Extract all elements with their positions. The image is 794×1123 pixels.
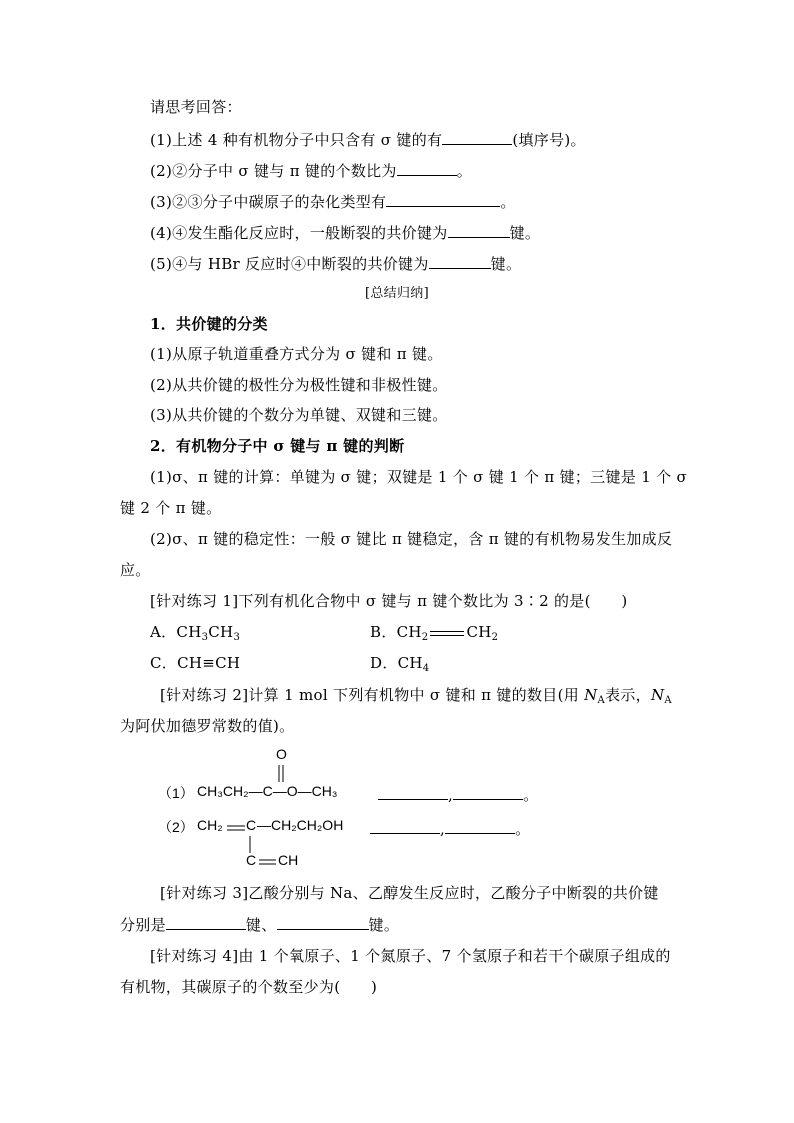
question-text: (填序号)。 [512, 131, 586, 149]
section-2-paragraph: 键 2 个 π 键。 [120, 499, 222, 517]
answer-blank[interactable] [370, 818, 440, 834]
section-2-paragraph: (2)σ、π 键的稳定性：一般 σ 键比 π 键稳定，含 π 键的有机物易发生加成反 [150, 530, 673, 548]
answer-blank[interactable] [378, 784, 448, 800]
option-a[interactable]: A．$CH_3CH_3$ [150, 623, 241, 643]
option-c[interactable]: C．CH≡CH [150, 654, 241, 672]
summary-title: [总结归纳] [365, 286, 429, 301]
molecule-2-ch2: CH₂ [197, 817, 223, 833]
answer-blank[interactable] [166, 914, 246, 930]
exercise-1-stem: [针对练习 1]下列有机化合物中 σ 键与 π 键个数比为 3∶2 的是( ) [150, 592, 628, 610]
question-text: (5)④与 HBr 反应时④中断裂的共价键为 [150, 255, 429, 273]
question-text: 键。 [509, 224, 541, 242]
exercise-2-stem: [针对练习 2]计算 1 mol 下列有机物中 σ 键和 π 键的数目(用 $N_A$表示，$N_A$ [160, 686, 672, 706]
question-text: (2)②分子中 σ 键与 π 键的个数比为 [150, 162, 397, 180]
molecule-1-number: （1） [158, 785, 194, 801]
molecule-2-number: （2） [158, 819, 194, 835]
exercise-4-line2: 有机物，其碳原子的个数至少为( ) [120, 978, 378, 996]
section-1-heading: 1．共价键的分类 [150, 315, 268, 333]
section-2-heading: 2．有机物分子中 σ 键与 π 键的判断 [150, 437, 405, 455]
question-text: (4)④发生酯化反应时，一般断裂的共价键为 [150, 224, 448, 242]
intro: 请思考回答： [150, 98, 242, 116]
section-2-paragraph: 应。 [120, 561, 151, 579]
section-1-item: (3)从共价键的个数分为单键、双键和三键。 [150, 406, 448, 424]
exercise-3-line1: [针对练习 3]乙酸分别与 Na、乙醇发生反应时，乙酸分子中断裂的共价键 [160, 884, 659, 902]
section-1-item: (2)从共价键的极性分为极性键和非极性键。 [150, 376, 448, 394]
question-text: 。 [500, 193, 516, 211]
question-text: (1)上述 4 种有机物分子中只含有 σ 键的有 [150, 131, 443, 149]
molecule-1-answer: , 。 [378, 784, 538, 805]
question-text: 。 [456, 162, 473, 180]
option-d[interactable]: D．$CH_4$ [370, 654, 430, 674]
molecule-1-carbonyl-oxygen: O [276, 746, 287, 762]
section-1-item: (1)从原子轨道重叠方式分为 σ 键和 π 键。 [150, 345, 443, 363]
question-text: 键。 [490, 255, 522, 273]
exercise-3-line2: 分别是 键、 键。 [120, 916, 400, 934]
exercise-4-line1: [针对练习 4]由 1 个氧原子、1 个氮原子、7 个氢原子和若干个碳原子组成的 [150, 947, 671, 965]
molecule-1-formula: CH₃CH₂—C—O—CH₃ [197, 783, 338, 799]
molecule-2-chain: —CH₂CH₂OH [257, 817, 344, 833]
molecule-2-answer: , 。 [370, 818, 530, 839]
option-b[interactable]: B．$CH_2$ $CH_2$ [370, 623, 499, 643]
answer-blank[interactable] [445, 818, 515, 834]
question-text: (3)②③分子中碳原子的杂化类型有 [150, 193, 387, 211]
answer-blank[interactable] [277, 914, 369, 930]
answer-blank[interactable] [453, 784, 523, 800]
molecule-2-branch-ch: CH [278, 852, 299, 868]
molecule-2-c: C [246, 817, 257, 833]
molecule-2-branch-c: C [246, 852, 257, 868]
exercise-2-stem-line2: 为阿伏加德罗常数的值)。 [120, 717, 295, 735]
section-2-paragraph: (1)σ、π 键的计算：单键为 σ 键；双键是 1 个 σ 键 1 个 π 键；三键是 1 个 σ [150, 468, 688, 486]
